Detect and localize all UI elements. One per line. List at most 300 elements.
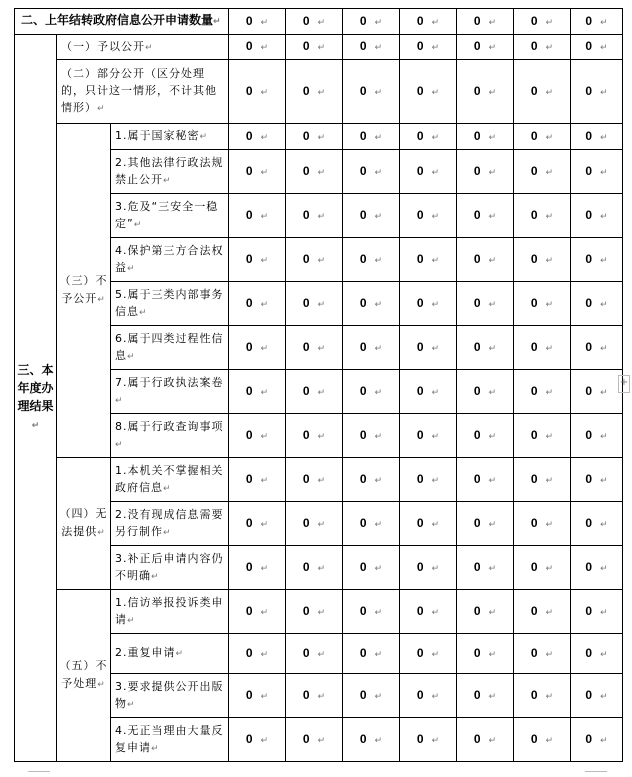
label-text: 二、上年结转政府信息公开申请数量: [21, 13, 214, 27]
cell-value: 0: [359, 128, 367, 143]
value-cell: [514, 150, 571, 194]
paragraph-mark: ↵: [374, 298, 383, 309]
paragraph-mark: ↵: [488, 606, 497, 617]
paragraph-mark: ↵: [488, 210, 497, 221]
cell-value: 0: [416, 13, 424, 28]
value-cell: [571, 674, 623, 718]
cell-value: 0: [530, 427, 538, 442]
paragraph-mark: ↵: [374, 562, 383, 573]
paragraph-mark: ↵: [431, 734, 440, 745]
paragraph-mark: ↵: [488, 254, 497, 265]
paragraph-mark: ↵: [139, 307, 148, 318]
cell-value: 0: [530, 39, 538, 53]
paragraph-mark: ↵: [317, 342, 326, 353]
value-cell: [229, 150, 286, 194]
value-cell: [286, 124, 343, 150]
paragraph-mark: ↵: [97, 104, 106, 114]
cell-value: 0: [245, 731, 253, 746]
paragraph-mark: ↵: [488, 166, 497, 177]
value-cell: [457, 124, 514, 150]
cell-value: 0: [416, 645, 424, 660]
value-cell: [514, 502, 571, 546]
paragraph-mark: ↵: [600, 734, 608, 745]
paragraph-mark: ↵: [374, 131, 383, 142]
label-text: 2.没有现成信息需要另行制作: [115, 507, 224, 538]
cell-value: 0: [302, 687, 310, 702]
cell-value: 0: [473, 645, 481, 660]
paragraph-mark: ↵: [260, 562, 269, 573]
paragraph-mark: ↵: [600, 562, 608, 573]
section-3-label: [15, 35, 57, 762]
paragraph-mark: ↵: [431, 474, 440, 485]
paragraph-mark: ↵: [545, 430, 554, 441]
value-cell: [286, 718, 343, 762]
cell-value: 0: [530, 128, 538, 143]
paragraph-mark: ↵: [488, 518, 497, 529]
value-cell: [514, 458, 571, 502]
paragraph-mark: ↵: [317, 386, 326, 397]
paragraph-mark: ↵: [545, 606, 554, 617]
paragraph-mark: ↵: [127, 351, 136, 362]
value-cell: [514, 718, 571, 762]
paragraph-mark: ↵: [151, 571, 160, 582]
value-cell: [229, 634, 286, 674]
paragraph-mark: ↵: [431, 562, 440, 573]
table-row: [15, 35, 623, 60]
value-cell: [286, 502, 343, 546]
value-cell: [514, 634, 571, 674]
paragraph-mark: ↵: [431, 254, 440, 265]
label-text: （三）不予公开: [59, 274, 108, 305]
paragraph-mark: ↵: [374, 690, 383, 701]
paragraph-mark: ↵: [260, 298, 269, 309]
value-cell: [286, 282, 343, 326]
label-text: 三、本年度办理结果: [17, 363, 54, 413]
cell-value: 0: [530, 559, 538, 574]
value-cell: [400, 674, 457, 718]
cell-value: 0: [530, 207, 538, 222]
cell-value: 0: [245, 515, 253, 530]
cell-value: 0: [530, 163, 538, 178]
paragraph-mark: ↵: [488, 86, 497, 97]
cell-value: 0: [416, 295, 424, 310]
paragraph-mark: ↵: [260, 518, 269, 529]
value-cell: [343, 326, 400, 370]
cell-value: 0: [473, 207, 481, 222]
paragraph-mark: ↵: [260, 690, 269, 701]
cell-value: 0: [530, 515, 538, 530]
value-cell: [457, 60, 514, 124]
value-cell: [571, 194, 623, 238]
cell-value: 0: [245, 383, 253, 398]
paragraph-mark: ↵: [199, 132, 209, 142]
label-text: 4.无正当理由大量反复申请: [115, 723, 224, 754]
value-cell: [343, 590, 400, 634]
label-text: （二）部分公开（区分处理的，只计这一情形，不计其他情形）: [61, 67, 217, 114]
value-cell: [514, 238, 571, 282]
paragraph-mark: ↵: [488, 131, 497, 142]
value-cell: [457, 194, 514, 238]
cell-value: 0: [245, 128, 253, 143]
cell-value: 0: [359, 163, 367, 178]
value-cell: [514, 9, 571, 35]
value-cell: [229, 60, 286, 124]
cell-value: 0: [585, 427, 593, 442]
value-cell: [286, 370, 343, 414]
paragraph-mark: ↵: [488, 562, 497, 573]
paragraph-mark: ↵: [545, 342, 554, 353]
paragraph-mark: ↵: [431, 16, 440, 27]
paragraph-mark: ↵: [600, 254, 608, 265]
label-text: 6.属于四类过程性信息: [115, 331, 224, 362]
value-cell: [400, 60, 457, 124]
value-cell: [229, 414, 286, 458]
paragraph-mark: ↵: [545, 734, 554, 745]
reason-label: [111, 674, 229, 718]
paragraph-mark: ↵: [133, 219, 143, 230]
value-cell: [400, 458, 457, 502]
cell-value: 0: [416, 39, 424, 53]
label-text: 7.属于行政执法案卷: [115, 375, 224, 389]
cell-value: 0: [530, 251, 538, 266]
paragraph-mark: ↵: [317, 254, 326, 265]
paragraph-mark: ↵: [317, 131, 326, 142]
value-cell: [514, 194, 571, 238]
value-cell: [229, 370, 286, 414]
paragraph-mark: ↵: [260, 474, 269, 485]
value-cell: [343, 9, 400, 35]
value-cell: [457, 546, 514, 590]
cell-value: 0: [585, 645, 593, 660]
cell-value: 0: [302, 471, 310, 486]
value-cell: [571, 718, 623, 762]
label-text: 8.属于行政查询事项: [115, 419, 224, 433]
value-cell: [571, 282, 623, 326]
value-cell: [286, 634, 343, 674]
value-cell: [229, 674, 286, 718]
value-cell: [514, 60, 571, 124]
value-cell: [229, 546, 286, 590]
paragraph-mark: ↵: [545, 16, 554, 27]
value-cell: [400, 370, 457, 414]
paragraph-mark: ↵: [600, 518, 608, 529]
value-cell: [400, 150, 457, 194]
paragraph-mark: ↵: [431, 606, 440, 617]
label-text: 2.其他法律行政法规禁止公开: [115, 155, 224, 186]
paragraph-mark: ↵: [600, 298, 608, 309]
paragraph-mark: ↵: [545, 518, 554, 529]
paragraph-mark: ↵: [97, 680, 106, 690]
paragraph-mark: ↵: [431, 166, 440, 177]
value-cell: [400, 124, 457, 150]
paragraph-mark: ↵: [317, 562, 326, 573]
paragraph-mark: ↵: [317, 606, 326, 617]
value-cell: [343, 124, 400, 150]
value-cell: [571, 634, 623, 674]
value-cell: [514, 35, 571, 60]
value-cell: [286, 546, 343, 590]
value-cell: [457, 370, 514, 414]
value-cell: [514, 124, 571, 150]
paragraph-mark: ↵: [374, 648, 383, 659]
table-row: [15, 9, 623, 35]
value-cell: [400, 634, 457, 674]
cell-value: 0: [585, 207, 593, 222]
value-cell: [343, 674, 400, 718]
cell-value: 0: [473, 559, 481, 574]
cell-value: 0: [245, 207, 253, 222]
paragraph-mark: ↵: [317, 648, 326, 659]
cell-value: 0: [416, 471, 424, 486]
cell-value: 0: [530, 13, 538, 28]
paragraph-mark: ↵: [431, 131, 440, 142]
paragraph-mark: ↵: [317, 16, 326, 27]
paragraph-mark: ↵: [127, 615, 136, 626]
value-cell: [400, 326, 457, 370]
paragraph-mark: ↵: [545, 648, 554, 659]
paragraph-mark: ↵: [431, 648, 440, 659]
cell-value: 0: [359, 687, 367, 702]
paragraph-mark: ↵: [213, 17, 221, 27]
value-cell: [514, 282, 571, 326]
value-cell: [571, 590, 623, 634]
paragraph-mark: ↵: [431, 298, 440, 309]
cell-value: 0: [359, 383, 367, 398]
value-cell: [457, 634, 514, 674]
value-cell: [571, 124, 623, 150]
cell-value: 0: [585, 39, 593, 53]
value-cell: [229, 35, 286, 60]
paragraph-mark: ↵: [600, 86, 608, 97]
paragraph-mark: ↵: [488, 298, 497, 309]
paragraph-mark: ↵: [374, 166, 383, 177]
cell-value: 0: [302, 339, 310, 354]
group-label: [57, 124, 111, 458]
value-cell: [286, 414, 343, 458]
paragraph-mark: ↵: [115, 439, 124, 450]
open-label: [57, 35, 229, 60]
reason-label: [111, 150, 229, 194]
label-text: 3.补正后申请内容仍不明确: [115, 551, 224, 582]
paragraph-mark: ↵: [127, 699, 136, 710]
table-row: [15, 60, 623, 124]
label-text: （一）予以公开: [61, 39, 145, 53]
paragraph-mark: ↵: [600, 606, 608, 617]
value-cell: [571, 35, 623, 60]
paragraph-mark: ↵: [260, 648, 269, 659]
value-cell: [514, 326, 571, 370]
value-cell: [400, 238, 457, 282]
value-cell: [286, 590, 343, 634]
label-text: 5.属于三类内部事务信息: [115, 287, 224, 318]
value-cell: [571, 60, 623, 124]
cell-value: 0: [530, 295, 538, 310]
cell-value: 0: [302, 731, 310, 746]
reason-label: [111, 590, 229, 634]
cell-value: 0: [416, 731, 424, 746]
paragraph-mark: ↵: [317, 42, 326, 52]
value-cell: [229, 326, 286, 370]
table-row: [15, 124, 623, 150]
value-cell: [229, 238, 286, 282]
value-cell: [343, 546, 400, 590]
cell-value: 0: [302, 645, 310, 660]
value-cell: [229, 718, 286, 762]
paragraph-mark: ↵: [260, 210, 269, 221]
label-text: （四）无法提供: [59, 507, 108, 538]
paragraph-mark: ↵: [97, 528, 106, 538]
paragraph-mark: ↵: [260, 131, 269, 142]
paragraph-mark: ↵: [431, 210, 440, 221]
cell-value: 0: [473, 295, 481, 310]
paragraph-mark: ↵: [374, 430, 383, 441]
paragraph-mark: ↵: [260, 430, 269, 441]
page-corner-mark-left: [28, 771, 50, 772]
cell-value: 0: [585, 603, 593, 618]
cell-value: 0: [359, 339, 367, 354]
cell-value: 0: [359, 645, 367, 660]
paragraph-mark: ↵: [600, 386, 608, 397]
value-cell: [229, 282, 286, 326]
carryover-label: [15, 9, 229, 35]
paragraph-mark: ↵: [488, 16, 497, 27]
value-cell: [514, 674, 571, 718]
reason-label: [111, 194, 229, 238]
value-cell: [343, 194, 400, 238]
paragraph-mark: ↵: [431, 86, 440, 97]
cell-value: 0: [416, 383, 424, 398]
value-cell: [400, 590, 457, 634]
cell-value: 0: [416, 427, 424, 442]
paragraph-mark: ↵: [374, 386, 383, 397]
paragraph-mark: ↵: [374, 734, 383, 745]
value-cell: [514, 590, 571, 634]
cell-value: 0: [585, 295, 593, 310]
label-text: 2.重复申请: [115, 646, 176, 659]
paragraph-mark: ↵: [145, 42, 154, 53]
value-cell: [286, 35, 343, 60]
value-cell: [286, 674, 343, 718]
cell-value: 0: [359, 207, 367, 222]
value-cell: [286, 150, 343, 194]
value-cell: [343, 414, 400, 458]
cell-value: 0: [416, 515, 424, 530]
value-cell: [286, 458, 343, 502]
value-cell: [400, 414, 457, 458]
paragraph-mark: ↵: [431, 690, 440, 701]
cell-value: 0: [530, 339, 538, 354]
value-cell: [457, 35, 514, 60]
paragraph-mark: ↵: [317, 474, 326, 485]
reason-label: [111, 458, 229, 502]
cell-value: 0: [530, 603, 538, 618]
cell-value: 0: [585, 128, 593, 143]
paragraph-mark: ↵: [545, 254, 554, 265]
label-text: 1.信访举报投诉类申请: [115, 595, 224, 626]
cell-value: 0: [245, 603, 253, 618]
value-cell: [457, 326, 514, 370]
paragraph-mark: ↵: [600, 474, 608, 485]
paragraph-mark: ↵: [317, 690, 326, 701]
paragraph-mark: ↵: [488, 386, 497, 397]
reason-label: [111, 718, 229, 762]
paragraph-mark: ↵: [163, 527, 172, 538]
page-corner-mark-right: [585, 771, 607, 772]
paragraph-mark: ↵: [600, 430, 608, 441]
value-cell: [343, 60, 400, 124]
value-cell: [571, 9, 623, 35]
cell-value: 0: [359, 295, 367, 310]
paragraph-mark: ↵: [374, 518, 383, 529]
cell-value: 0: [585, 471, 593, 486]
cell-value: 0: [359, 13, 367, 28]
value-cell: [514, 414, 571, 458]
paragraph-mark: ↵: [600, 648, 608, 659]
cell-value: 0: [530, 731, 538, 746]
paragraph-mark: ↵: [600, 210, 608, 221]
cell-value: 0: [416, 128, 424, 143]
value-cell: [229, 590, 286, 634]
cell-value: 0: [359, 603, 367, 618]
cell-value: 0: [302, 13, 310, 28]
cell-value: 0: [585, 13, 593, 28]
cell-value: 0: [302, 383, 310, 398]
value-cell: [343, 35, 400, 60]
label-text: 1.本机关不掌握相关政府信息: [115, 463, 224, 494]
cell-value: 0: [473, 339, 481, 354]
group-label: [57, 458, 111, 590]
cell-value: 0: [416, 559, 424, 574]
cell-value: 0: [473, 13, 481, 28]
reason-label: [111, 282, 229, 326]
value-cell: [229, 9, 286, 35]
cell-value: 0: [245, 163, 253, 178]
cell-value: 0: [245, 295, 253, 310]
cell-value: 0: [473, 687, 481, 702]
paragraph-mark: ↵: [545, 210, 554, 221]
group-label: [57, 590, 111, 762]
value-cell: [286, 238, 343, 282]
table-edge-marker[interactable]: +: [618, 375, 630, 393]
cell-value: 0: [245, 39, 253, 53]
paragraph-mark: ↵: [317, 210, 326, 221]
value-cell: [343, 282, 400, 326]
cell-value: 0: [302, 515, 310, 530]
cell-value: 0: [416, 339, 424, 354]
paragraph-mark: ↵: [545, 166, 554, 177]
paragraph-mark: ↵: [374, 474, 383, 485]
paragraph-mark: ↵: [431, 518, 440, 529]
value-cell: [400, 546, 457, 590]
value-cell: [229, 458, 286, 502]
statistics-table: [14, 8, 623, 762]
label-text: 3.危及“三安全一稳定”: [115, 199, 219, 230]
cell-value: 0: [530, 471, 538, 486]
paragraph-mark: ↵: [317, 518, 326, 529]
cell-value: 0: [585, 559, 593, 574]
paragraph-mark: ↵: [260, 386, 269, 397]
value-cell: [571, 326, 623, 370]
paragraph-mark: ↵: [317, 734, 326, 745]
value-cell: [514, 546, 571, 590]
value-cell: [457, 150, 514, 194]
paragraph-mark: ↵: [374, 86, 383, 97]
reason-label: [111, 370, 229, 414]
reason-label: [111, 238, 229, 282]
cell-value: 0: [530, 83, 538, 98]
cell-value: 0: [245, 251, 253, 266]
paragraph-mark: ↵: [317, 430, 326, 441]
